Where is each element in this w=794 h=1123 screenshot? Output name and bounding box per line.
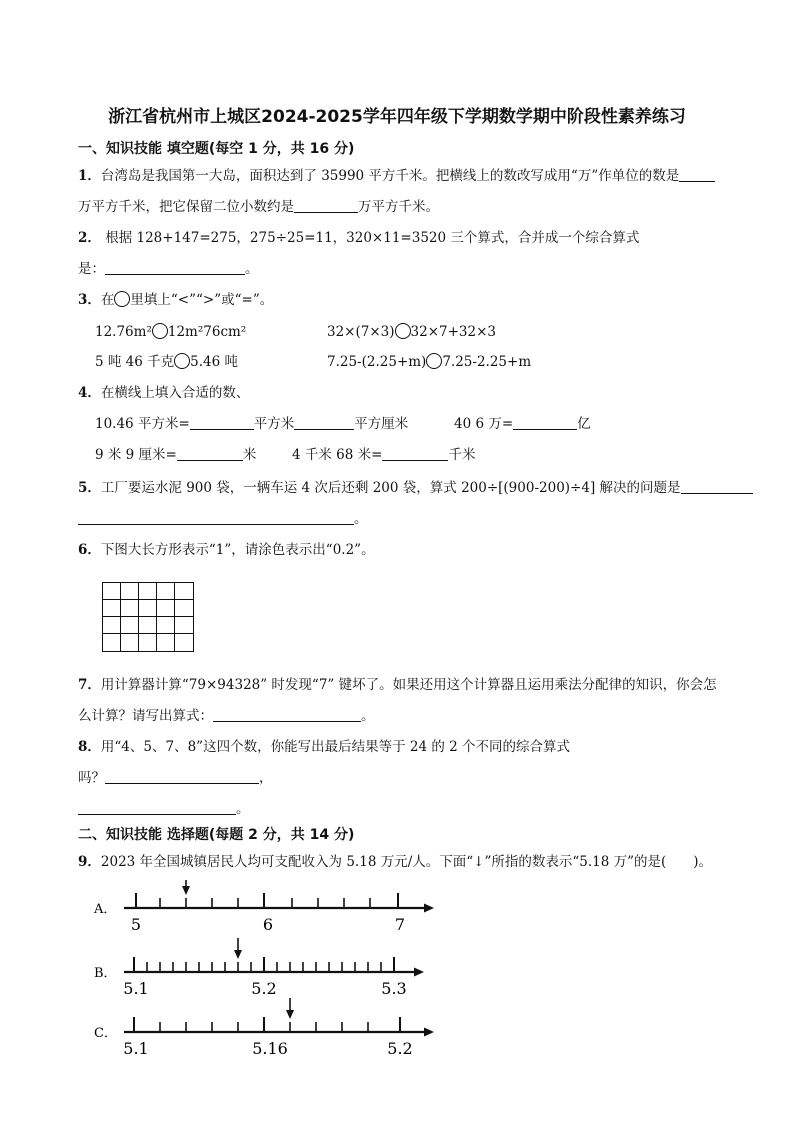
grid-cell[interactable] xyxy=(175,600,193,617)
grid-cell[interactable] xyxy=(139,617,157,634)
section-2-heading: 二、知识技能 选择题(每题 2 分，共 14 分) xyxy=(78,827,355,843)
question-5-blank-2[interactable] xyxy=(78,510,354,525)
grid-cell[interactable] xyxy=(157,617,175,634)
grid-cell[interactable] xyxy=(103,634,121,651)
compare-circle-2[interactable] xyxy=(395,323,411,339)
tick-label: 5.2 xyxy=(251,979,277,998)
question-6-text: 下图大长方形表示“1”，请涂色表示出“0.2”。 xyxy=(100,542,375,558)
number-line-arrowhead xyxy=(424,1028,434,1037)
question-8-line-2 xyxy=(78,769,273,787)
grid-cell[interactable] xyxy=(157,634,175,651)
question-5-blank-1[interactable] xyxy=(681,479,753,494)
question-4-blank-2[interactable] xyxy=(294,415,354,430)
grid-cell[interactable] xyxy=(103,600,121,617)
question-8-text-d: 。 xyxy=(236,801,250,817)
question-7-text-b: 么计算？请写出算式： xyxy=(78,708,213,724)
question-8-blank-2[interactable] xyxy=(78,800,236,815)
question-4-item-2-unit: 亿 xyxy=(577,416,591,432)
question-7-text-c: 。 xyxy=(361,708,375,724)
compare-circle-4[interactable] xyxy=(426,353,442,369)
question-4-blank-1[interactable] xyxy=(190,415,254,430)
compare-circle-1[interactable] xyxy=(152,323,168,339)
grid-cell[interactable] xyxy=(157,583,175,600)
question-8-text-a: 用“4、5、7、8”这四个数，你能写出最后结果等于 24 的 2 个不同的综合算式 xyxy=(100,739,570,755)
question-4-line-1 xyxy=(78,384,249,402)
circle-icon xyxy=(114,291,130,307)
question-9-line-1 xyxy=(78,853,712,871)
question-4-item-2-text: 40 6 万= xyxy=(454,416,514,432)
question-2-text-b: 是： xyxy=(78,261,105,277)
question-3-item-4-right: 7.25-2.25+m xyxy=(442,354,532,370)
tick-label: 5.3 xyxy=(381,979,407,998)
question-7-blank[interactable] xyxy=(213,707,361,722)
question-4-item-4-unit: 千米 xyxy=(448,447,476,463)
question-7-line-1 xyxy=(78,676,717,694)
question-4-item-3-text: 9 米 9 厘米= xyxy=(95,447,177,463)
question-4-item-4-text: 4 千米 68 米= xyxy=(292,447,383,463)
question-8-line-3 xyxy=(78,800,250,818)
question-7-text-a: 用计算器计算“79×94328” 时发现“7” 键坏了。如果还用这个计算器且运用乘法分配律的知识，你会怎 xyxy=(100,677,717,693)
question-3-item-3-left: 5 吨 46 千克 xyxy=(95,354,175,370)
tick-label: 5.16 xyxy=(252,1039,288,1058)
question-3-item-3-right: 5.46 吨 xyxy=(190,354,239,370)
question-1-blank-2[interactable] xyxy=(294,198,358,213)
question-4-blank-5[interactable] xyxy=(382,446,448,461)
tick-label: 5 xyxy=(130,915,142,934)
question-2-blank[interactable] xyxy=(105,260,245,275)
tick-label: 5.1 xyxy=(123,1039,149,1058)
grid-cell[interactable] xyxy=(175,583,193,600)
question-1-line-2 xyxy=(78,198,439,216)
pointer-arrowhead-icon xyxy=(286,1010,294,1019)
number-line-arrowhead xyxy=(424,904,434,913)
option-label: C． xyxy=(94,1026,117,1041)
grid-cell[interactable] xyxy=(175,634,193,651)
question-3-item-2-right: 32×7+32×3 xyxy=(410,324,496,340)
question-3-text-a: 在 xyxy=(100,292,115,308)
question-3-line-1 xyxy=(78,291,273,309)
question-3-item-4 xyxy=(327,353,531,371)
question-2-number: 2． xyxy=(78,230,101,246)
question-5-line-1 xyxy=(78,479,753,497)
option-label: A． xyxy=(94,902,117,917)
tick-label: 6 xyxy=(262,915,274,934)
question-4-blank-4[interactable] xyxy=(177,446,243,461)
number-line-arrowhead xyxy=(414,968,424,977)
question-4-item-3 xyxy=(95,446,256,464)
question-4-blank-3[interactable] xyxy=(513,415,577,430)
question-8-number: 8． xyxy=(78,739,101,755)
pointer-arrowhead-icon xyxy=(234,950,242,959)
question-2-text-a: 根据 128+147=275，275÷25=11，320×11=3520 三个算式，合并成一个综合算式 xyxy=(100,230,640,246)
question-4-item-3-unit: 米 xyxy=(242,447,257,463)
grid-cell[interactable] xyxy=(121,634,139,651)
grid-cell[interactable] xyxy=(121,583,139,600)
question-4-item-1-unit-1: 平方米 xyxy=(253,416,295,432)
question-1-text-c: 万平方千米。 xyxy=(358,199,439,215)
question-7-line-2 xyxy=(78,707,375,725)
compare-circle-3[interactable] xyxy=(174,353,190,369)
question-1-blank-1[interactable] xyxy=(679,167,715,182)
option-label: B． xyxy=(94,966,117,981)
question-3-item-1-right: 12m²76cm² xyxy=(167,324,247,340)
question-4-item-2 xyxy=(454,415,591,433)
question-4-item-1 xyxy=(95,415,408,433)
question-4-item-1-unit-2: 平方厘米 xyxy=(354,416,409,432)
grid-cell[interactable] xyxy=(139,634,157,651)
question-4-item-4 xyxy=(292,446,475,464)
question-8-blank-1[interactable] xyxy=(105,769,259,784)
question-8-text-b: 吗？ xyxy=(78,770,105,786)
question-2-line-2 xyxy=(78,260,259,278)
question-7-number: 7． xyxy=(78,677,101,693)
question-6-line-1 xyxy=(78,541,375,559)
question-1-number: 1． xyxy=(78,168,101,184)
grid-cell[interactable] xyxy=(157,600,175,617)
grid-cell[interactable] xyxy=(139,600,157,617)
question-4-number: 4． xyxy=(78,385,101,401)
question-1-text-a: 台湾岛是我国第一大岛，面积达到了 35990 平方千米。把横线上的数改写成用“万”作单位的数是 xyxy=(100,168,680,184)
page-title: 浙江省杭州市上城区2024-2025学年四年级下学期数学期中阶段性素养练习 xyxy=(108,107,686,127)
question-3-item-3 xyxy=(95,353,238,371)
question-4-text-a: 在横线上填入合适的数、 xyxy=(100,385,250,401)
question-3-item-2 xyxy=(327,323,496,341)
question-9-number: 9． xyxy=(78,854,101,870)
question-3-item-1 xyxy=(95,323,246,341)
shading-grid[interactable] xyxy=(102,582,194,652)
question-1-line-1 xyxy=(78,167,715,185)
question-2-text-c: 。 xyxy=(245,261,259,277)
pointer-arrowhead-icon xyxy=(182,886,190,895)
grid-cell[interactable] xyxy=(139,583,157,600)
question-3-text-b: 里填上“<”“>”或“=”。 xyxy=(130,292,274,308)
question-3-item-2-left: 32×(7×3) xyxy=(327,324,395,340)
grid-cell[interactable] xyxy=(103,617,121,634)
question-3-number: 3． xyxy=(78,292,101,308)
question-8-text-c: ， xyxy=(259,770,273,786)
question-5-text-c: 。 xyxy=(354,511,368,527)
grid-cell[interactable] xyxy=(121,617,139,634)
question-3-item-4-left: 7.25-(2.25+m) xyxy=(327,354,427,370)
question-3-item-1-left: 12.76m² xyxy=(95,324,152,340)
question-5-text-a: 工厂要运水泥 900 袋，一辆车运 4 次后还剩 200 袋，算式 200÷[(900-200)÷4] 解决的问题是 xyxy=(100,480,681,496)
question-9-text: 2023 年全国城镇居民人均可支配收入为 5.18 万元/人。下面“↓”所指的数表示“5.18 万”的是( )。 xyxy=(100,854,713,870)
tick-label: 5.1 xyxy=(123,979,149,998)
question-2-line-1 xyxy=(78,229,639,247)
tick-label: 5.2 xyxy=(387,1039,413,1058)
grid-cell[interactable] xyxy=(103,583,121,600)
question-8-line-1 xyxy=(78,738,570,756)
question-4-item-1-text: 10.46 平方米= xyxy=(95,416,190,432)
grid-cell[interactable] xyxy=(121,600,139,617)
tick-label: 7 xyxy=(394,915,406,934)
question-5-line-2 xyxy=(78,510,368,528)
question-6-number: 6． xyxy=(78,542,101,558)
question-1-text-b: 万平方千米，把它保留二位小数约是 xyxy=(78,199,294,215)
question-5-number: 5． xyxy=(78,480,101,496)
grid-cell[interactable] xyxy=(175,617,193,634)
number-line-options xyxy=(0,880,794,1080)
section-1-heading: 一、知识技能 填空题(每空 1 分，共 16 分) xyxy=(78,141,355,157)
